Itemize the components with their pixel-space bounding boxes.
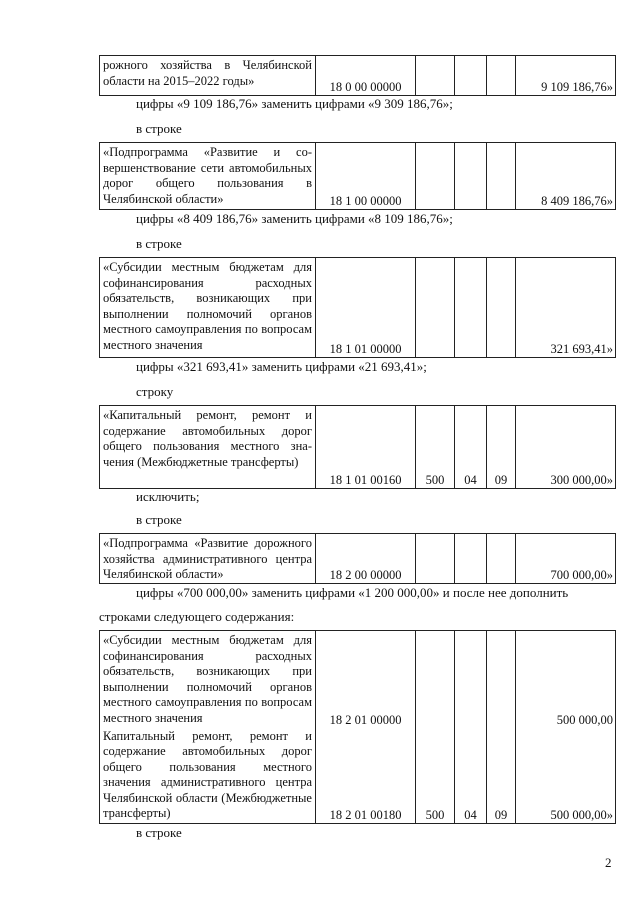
row-name: Капитальный ремонт, ремонт и содержание автомобильных дорог общего пользования местного значения административного центра Челябинской области (Межбюджетные трансферты) (100, 729, 316, 824)
budget-table-3 (99, 257, 616, 358)
page-number: 2 (605, 855, 612, 870)
budget-table-6 (99, 630, 616, 824)
row-code: 18 1 00 00000 (316, 143, 416, 210)
instruction-text: цифры «8 409 186,76» заменить цифрами «8 109 186,76»; (136, 211, 453, 226)
row-pr (487, 56, 516, 96)
row-name: «Подпрограмма «Развитие дорожного хозяйства административного центра Челябинской области» (100, 534, 316, 584)
row-amount: 8 409 186,76» (516, 143, 616, 210)
instruction-text: строку (136, 384, 174, 399)
budget-table-5 (99, 533, 616, 584)
table-row (100, 631, 616, 729)
row-vr: 500 (416, 406, 455, 489)
row-rz (455, 143, 487, 210)
budget-table-2 (99, 142, 616, 210)
table-row (100, 534, 616, 584)
row-amount: 700 000,00» (516, 534, 616, 584)
row-amount: 9 109 186,76» (516, 56, 616, 96)
instruction-text: в строке (136, 512, 182, 527)
table-row (100, 143, 616, 210)
row-pr (487, 534, 516, 584)
row-pr (487, 143, 516, 210)
row-vr (416, 534, 455, 584)
row-amount: 321 693,41» (516, 258, 616, 358)
row-rz (455, 258, 487, 358)
row-rz: 04 (455, 729, 487, 824)
table-row (100, 258, 616, 358)
row-name: «Капитальный ремонт, ремонт и содержание автомобильных дорог общего пользования местного значения (Межбюджетные трансферты) (100, 406, 316, 489)
row-name: «Субсидии местным бюджетам для софинансирования расходных обязательств, возникающих при выполнении полномочий органов местного самоуправления по вопросам местного значения (100, 258, 316, 358)
row-amount: 300 000,00» (516, 406, 616, 489)
instruction-text: исключить; (136, 489, 200, 504)
instruction-text: в строке (136, 825, 182, 840)
instruction-text: цифры «9 109 186,76» заменить цифрами «9 309 186,76»; (136, 96, 453, 111)
row-rz (455, 534, 487, 584)
row-code: 18 2 01 00180 (316, 729, 416, 824)
row-pr (487, 631, 516, 729)
instruction-text: в строке (136, 121, 182, 136)
instruction-text: цифры «700 000,00» заменить цифрами «1 200 000,00» и после нее дополнить (136, 585, 569, 600)
row-code: 18 1 01 00160 (316, 406, 416, 489)
row-code: 18 2 01 00000 (316, 631, 416, 729)
row-name: «Субсидии местным бюджетам для софинансирования расходных обязательств, возникающих при выполнении полномочий органов местного самоуправления по вопросам местного значения (100, 631, 316, 729)
row-rz (455, 631, 487, 729)
row-vr (416, 631, 455, 729)
row-pr: 09 (487, 729, 516, 824)
row-code: 18 2 00 00000 (316, 534, 416, 584)
row-name: «Подпрограмма «Развитие и совершенствование сети автомобильных дорог общего пользования в Челябинской области» (100, 143, 316, 210)
budget-table-4 (99, 405, 616, 489)
table-row (100, 56, 616, 96)
row-amount: 500 000,00 (516, 631, 616, 729)
row-rz (455, 56, 487, 96)
instruction-text: в строке (136, 236, 182, 251)
table-row (100, 406, 616, 489)
budget-table-1 (99, 55, 616, 96)
instruction-text: строками следующего содержания: (99, 609, 295, 624)
row-amount: 500 000,00» (516, 729, 616, 824)
row-code: 18 1 01 00000 (316, 258, 416, 358)
table-row (100, 729, 616, 824)
row-code: 18 0 00 00000 (316, 56, 416, 96)
instruction-text: цифры «321 693,41» заменить цифрами «21 693,41»; (136, 359, 427, 374)
row-rz: 04 (455, 406, 487, 489)
row-pr: 09 (487, 406, 516, 489)
row-vr (416, 258, 455, 358)
row-name: рожного хозяйства в Челябинской области на 2015–2022 годы» (100, 56, 316, 96)
row-vr: 500 (416, 729, 455, 824)
row-pr (487, 258, 516, 358)
row-vr (416, 143, 455, 210)
row-vr (416, 56, 455, 96)
